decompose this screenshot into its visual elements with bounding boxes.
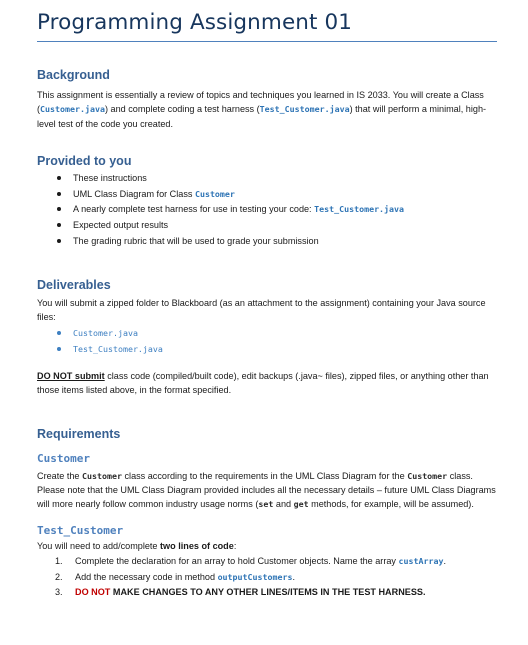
deliverables-note <box>37 369 497 398</box>
file-name: Customer.java <box>73 328 138 339</box>
customer-code: Customer <box>407 470 448 481</box>
list-item <box>37 570 497 586</box>
step-text: Complete the declaration for an array to hold Customer objects. Name the array <box>75 555 399 566</box>
deliverables-file-list <box>37 326 497 358</box>
intro-bold: two lines of code <box>160 540 234 551</box>
list-item <box>37 554 497 570</box>
test-customer-subsection <box>37 524 497 602</box>
test-customer-heading: Test_Customer <box>37 523 124 537</box>
provided-section <box>37 153 497 250</box>
bullet-icon <box>57 223 61 227</box>
background-text-1: This assignment is essentially a review of topics and techniques you learned in IS 2033. You will create a Class ( <box>37 90 484 115</box>
background-text-3: ) that will perform a minimal, high-level test of the code you created. <box>37 104 487 129</box>
list-item <box>37 342 497 358</box>
customer-text: methods, for example, will be assumed). <box>308 499 474 510</box>
set-code: set <box>258 499 274 510</box>
background-heading: Background <box>37 68 110 82</box>
list-item-text: A nearly complete test harness for use in testing your code: <box>73 204 315 215</box>
customer-text: Create the <box>37 470 82 481</box>
background-paragraph <box>37 88 497 131</box>
customer-heading: Customer <box>37 451 90 465</box>
bullet-icon <box>57 192 61 196</box>
step-text: Add the necessary code in method <box>75 571 218 582</box>
step-text: MAKE CHANGES TO ANY OTHER LINES/ITEMS IN THE TEST HARNESS. <box>110 587 426 598</box>
step-number: 3. <box>55 587 63 598</box>
list-item <box>37 171 497 187</box>
background-section <box>37 67 497 131</box>
do-not-warning: DO NOT <box>75 587 111 598</box>
deliverables-section <box>37 277 497 398</box>
list-item <box>37 187 497 203</box>
document-title: Programming Assignment 01 <box>37 10 497 42</box>
do-not-submit-label: DO NOT submit <box>37 371 105 382</box>
provided-list <box>37 171 497 250</box>
bullet-icon <box>57 347 61 351</box>
list-item-text: The grading rubric that will be used to grade your submission <box>73 236 319 247</box>
step-end: . <box>443 555 446 566</box>
list-item-text: UML Class Diagram for Class <box>73 188 195 199</box>
list-item-code: Test_Customer.java <box>314 204 405 215</box>
customer-text: and <box>273 499 294 510</box>
bullet-icon <box>57 207 61 211</box>
deliverables-intro: You will submit a zipped folder to Blackboard (as an attachment to the assignment) containing your Java source files: <box>37 297 486 323</box>
get-code: get <box>293 499 309 510</box>
bullet-icon <box>57 331 61 335</box>
step-number: 1. <box>55 555 63 566</box>
requirements-heading: Requirements <box>37 426 121 441</box>
list-item <box>37 585 497 601</box>
step-number: 2. <box>55 571 63 582</box>
customer-java-code: Customer.java <box>40 104 105 115</box>
list-item <box>37 202 497 218</box>
bullet-icon <box>57 176 61 180</box>
customer-text: class according to the requirements in the UML Class Diagram for the <box>121 470 408 481</box>
test-customer-java-code: Test_Customer.java <box>259 104 350 115</box>
list-item <box>37 326 497 342</box>
cust-array-code: custArray <box>398 555 444 566</box>
customer-paragraph <box>37 469 497 512</box>
list-item-code: Customer <box>194 188 235 199</box>
document-page <box>37 0 497 601</box>
background-text-2: ) and complete coding a test harness ( <box>104 104 260 115</box>
provided-heading: Provided to you <box>37 153 132 168</box>
intro-text: You will need to add/complete <box>37 540 161 551</box>
customer-code: Customer <box>82 470 122 481</box>
intro-end: : <box>233 540 237 551</box>
list-item-text: Expected output results <box>73 220 169 231</box>
test-customer-intro <box>37 539 497 553</box>
step-end: . <box>292 571 296 582</box>
customer-subsection <box>37 452 497 512</box>
list-item <box>37 234 497 250</box>
test-customer-steps <box>37 554 497 601</box>
bullet-icon <box>57 239 61 243</box>
customer-text: class. Please note that the UML Class Diagram provided includes all the necessary details – future UML Class Diagrams will more nearly follow common industry usage norms ( <box>37 470 496 510</box>
file-name: Test_Customer.java <box>73 344 163 355</box>
list-item <box>37 218 497 234</box>
requirements-section <box>37 426 497 602</box>
output-customers-code: outputCustomers <box>217 571 293 582</box>
deliverables-note-text: class code (compiled/built code), edit backups (.java~ files), zipped files, or anything other than those items listed above, in the format specified. <box>37 371 489 396</box>
list-item-text: These instructions <box>73 172 147 183</box>
deliverables-heading: Deliverables <box>37 277 111 292</box>
